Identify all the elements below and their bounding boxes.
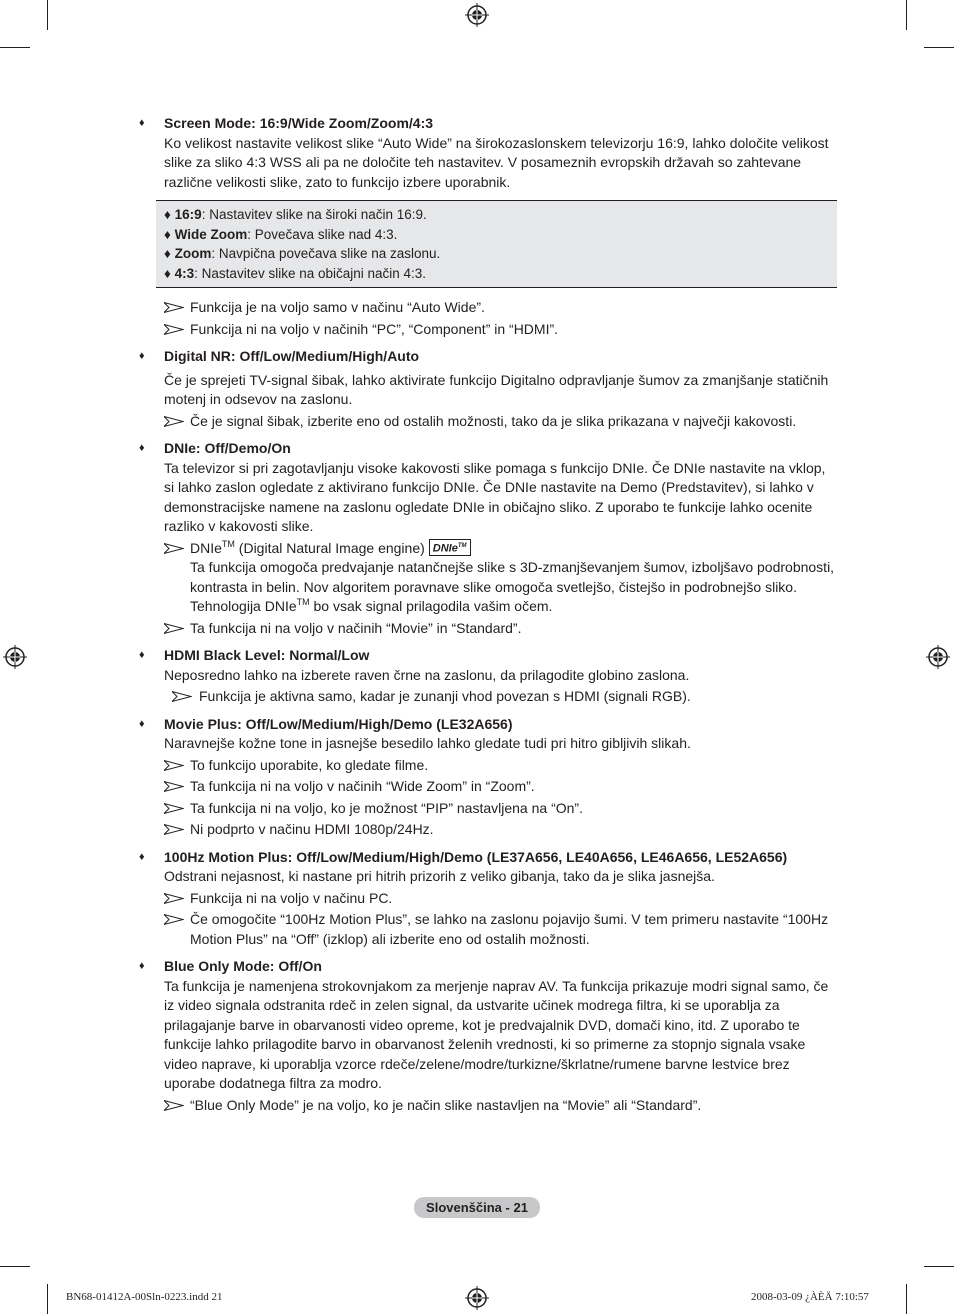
note: Funkcija ni na voljo v načinu PC. [164, 889, 837, 909]
note: Če omogočite “100Hz Motion Plus”, se lahko na zaslonu pojavijo šumi. V tem primeru nastavite “100Hz Motion Plus” na “Off” (izklop) ali izberite eno od ostalih možnosti. [164, 910, 837, 949]
section-text: Naravnejše kožne tone in jasnejše besedilo lahko gledate tudi pri hitro gibljivih slikah. [164, 735, 691, 751]
dnie-description: Ta funkcija omogoča predvajanje natančnejše slike s 3D-zmanjševanjem šumov, izboljšavo podrobnosti, kontrasta in belin. Nov algoritem poravnave slike omogoča svetlejšo, čistejšo in podrobnejšo sliko. Tehnologija DNIe™ bo vsak signal prilagodila vašim očem. [190, 559, 835, 614]
bullet-icon: ♦ [139, 442, 145, 454]
box-item: ♦ Zoom: Navpična povečava slike na zaslonu. [164, 246, 441, 261]
note-arrow-icon [164, 623, 184, 634]
section-heading: Blue Only Mode: Off/On [164, 958, 322, 974]
section-heading: DNIe: Off/Demo/On [164, 440, 291, 456]
manual-content [137, 114, 837, 1123]
bullet-icon: ♦ [139, 960, 145, 972]
bullet-icon: ♦ [139, 117, 145, 129]
note-arrow-icon [164, 416, 184, 427]
section-screen-mode [137, 114, 837, 339]
note: Ta funkcija ni na voljo v načinih “Movie” in “Standard”. [164, 619, 837, 639]
note-arrow-icon [172, 691, 192, 702]
registration-mark-icon [926, 645, 950, 669]
bullet-icon: ♦ [139, 649, 145, 661]
note-arrow-icon [164, 302, 184, 313]
box-item: ♦ Wide Zoom: Povečava slike nad 4:3. [164, 226, 398, 242]
crop-mark [924, 47, 954, 48]
box-item: ♦ 16:9: Nastavitev slike na široki način 16:9. [164, 207, 427, 222]
note: Funkcija je aktivna samo, kadar je zunanji vhod povezan s HDMI (signali RGB). [164, 687, 837, 707]
dnie-logo-icon: DNIe™ [429, 539, 471, 556]
section-heading: Movie Plus: Off/Low/Medium/High/Demo (LE32A656) [164, 715, 513, 732]
section-text: Ko velikost nastavite velikost slike “Auto Wide” na širokozaslonskem televizorju 16:9, lahko določite velikost slike za sliko 4:3 WSS ali pa ne določite teh nastavitev. V posameznih evropskih državah so zahtevane različne velikosti slike, zato to funkcijo izbere uporabnik. [164, 134, 829, 190]
section-dnie [137, 439, 837, 638]
bullet-icon: ♦ [139, 850, 145, 863]
note-arrow-icon [164, 914, 184, 925]
section-digital-nr [137, 347, 837, 431]
section-100hz-motion-plus [137, 848, 837, 950]
crop-mark [906, 1284, 907, 1314]
crop-mark [0, 47, 30, 48]
section-heading: Digital NR: Off/Low/Medium/High/Auto [164, 348, 420, 364]
section-hdmi-black-level [137, 646, 837, 707]
note: Ta funkcija ni na voljo v načinih “Wide Zoom” in “Zoom”. [164, 777, 837, 797]
section-text: Neposredno lahko na izberete raven črne na zaslonu, da prilagodite globino zaslona. [164, 666, 690, 683]
registration-mark-icon [3, 645, 27, 669]
footer-timestamp: 2008-03-09 ¿ÀÈÄ 7:10:57 [751, 1291, 869, 1303]
crop-mark [906, 0, 907, 30]
note: “Blue Only Mode” je na voljo, ko je način slike nastavljen na “Movie” ali “Standard”. [164, 1096, 837, 1116]
note-arrow-icon [164, 893, 184, 904]
bullet-icon: ♦ [139, 717, 145, 730]
note-arrow-icon [164, 760, 184, 771]
section-movie-plus [137, 715, 837, 840]
crop-mark [0, 1266, 30, 1267]
note: Funkcija ni na voljo v načinih “PC”, “Component” in “HDMI”. [164, 320, 837, 340]
box-item: ♦ 4:3: Nastavitev slike na običajni način 4:3. [164, 265, 427, 281]
crop-mark [47, 0, 48, 30]
note-arrow-icon [164, 781, 184, 792]
note-arrow-icon [164, 1100, 184, 1111]
section-text: Če je sprejeti TV-signal šibak, lahko aktivirate funkcijo Digitalno odpravljanje šumov za zmanjšanje statičnih motenj in odsevov na zaslonu. [164, 371, 829, 407]
note: DNIe™ (Digital Natural Image engine) DNIe™ Ta funkcija omogoča predvajanje natančnejše slike s 3D-zmanjševanjem šumov, izboljšavo podrobnosti, kontrasta in belin. Nov algoritem poravnave slike omogoča svetlejšo, čistejšo in podrobnejšo sliko. Tehnologija DNIe™ bo vsak signal prilagodila vašim očem. [164, 539, 837, 617]
note-arrow-icon [164, 824, 184, 835]
note: Funkcija je na voljo samo v načinu “Auto Wide”. [164, 298, 837, 318]
crop-mark [924, 1266, 954, 1267]
note-arrow-icon [164, 324, 184, 335]
bullet-icon: ♦ [139, 350, 145, 362]
note: To funkcijo uporabite, ko gledate filme. [164, 756, 837, 776]
section-heading: 100Hz Motion Plus: Off/Low/Medium/High/Demo (LE37A656, LE40A656, LE46A656, LE52A656) [164, 848, 788, 865]
registration-mark-icon [465, 1286, 489, 1310]
note-arrow-icon [164, 803, 184, 814]
note: Če je signal šibak, izberite eno od ostalih možnosti, tako da je slika prikazana v največji kakovosti. [164, 412, 837, 432]
registration-mark-icon [465, 3, 489, 27]
section-heading: Screen Mode: 16:9/Wide Zoom/Zoom/4:3 [164, 115, 434, 131]
section-heading: HDMI Black Level: Normal/Low [164, 647, 370, 663]
crop-mark [47, 1284, 48, 1314]
mode-options-box [156, 200, 837, 288]
section-text: Ta televizor si pri zagotavljanju visoke kakovosti slike pomaga s funkcijo DNIe. Če DNIe nastavite na vklop, si lahko zaslon ogledate z aktivirano funkcijo DNIe. Če DNIe nastavite na Demo (Predstavitev), si lahko v demonstracijske namene na zaslonu ogledate DNIe in običajno sliko. Z uporabo te funkcije lahko ocenite razliko v kakovosti slike. [164, 459, 826, 534]
note-arrow-icon [164, 543, 184, 554]
note: Ni podprto v načinu HDMI 1080p/24Hz. [164, 820, 837, 840]
section-text: Odstrani nejasnost, ki nastane pri hitrih prizorih z veliko gibanja, tako da je slika jasnejša. [164, 868, 715, 884]
section-blue-only-mode [137, 957, 837, 1115]
footer-file-info: BN68-01412A-00Sln-0223.indd 21 [66, 1291, 223, 1303]
page-number-badge: Slovenščina - 21 [414, 1197, 540, 1218]
section-text: Ta funkcija je namenjena strokovnjakom za merjenje naprav AV. Ta funkcija prikazuje modri signal samo, če iz video signala odstranita rdeč in zelen signal, da ustvarite učinek modrega filtra, ki se uporablja za prilagajanje barve in obarvanosti video opreme, kot je predvajalnik DVD, domači kino, itd. Z uporabo te funkcije lahko prilagodite barvo in obarvanost želenih vrednosti, ki so primerne za stopnjo signala vsake video naprave, ki uporablja vzorce rdeče/zelene/modre/turkizne/škrlatne/rumene barvne lestvice brez uporabe dodatnega filtra za modro. [164, 977, 829, 1091]
note: Ta funkcija ni na voljo, ko je možnost “PIP” nastavljena na “On”. [164, 799, 837, 819]
